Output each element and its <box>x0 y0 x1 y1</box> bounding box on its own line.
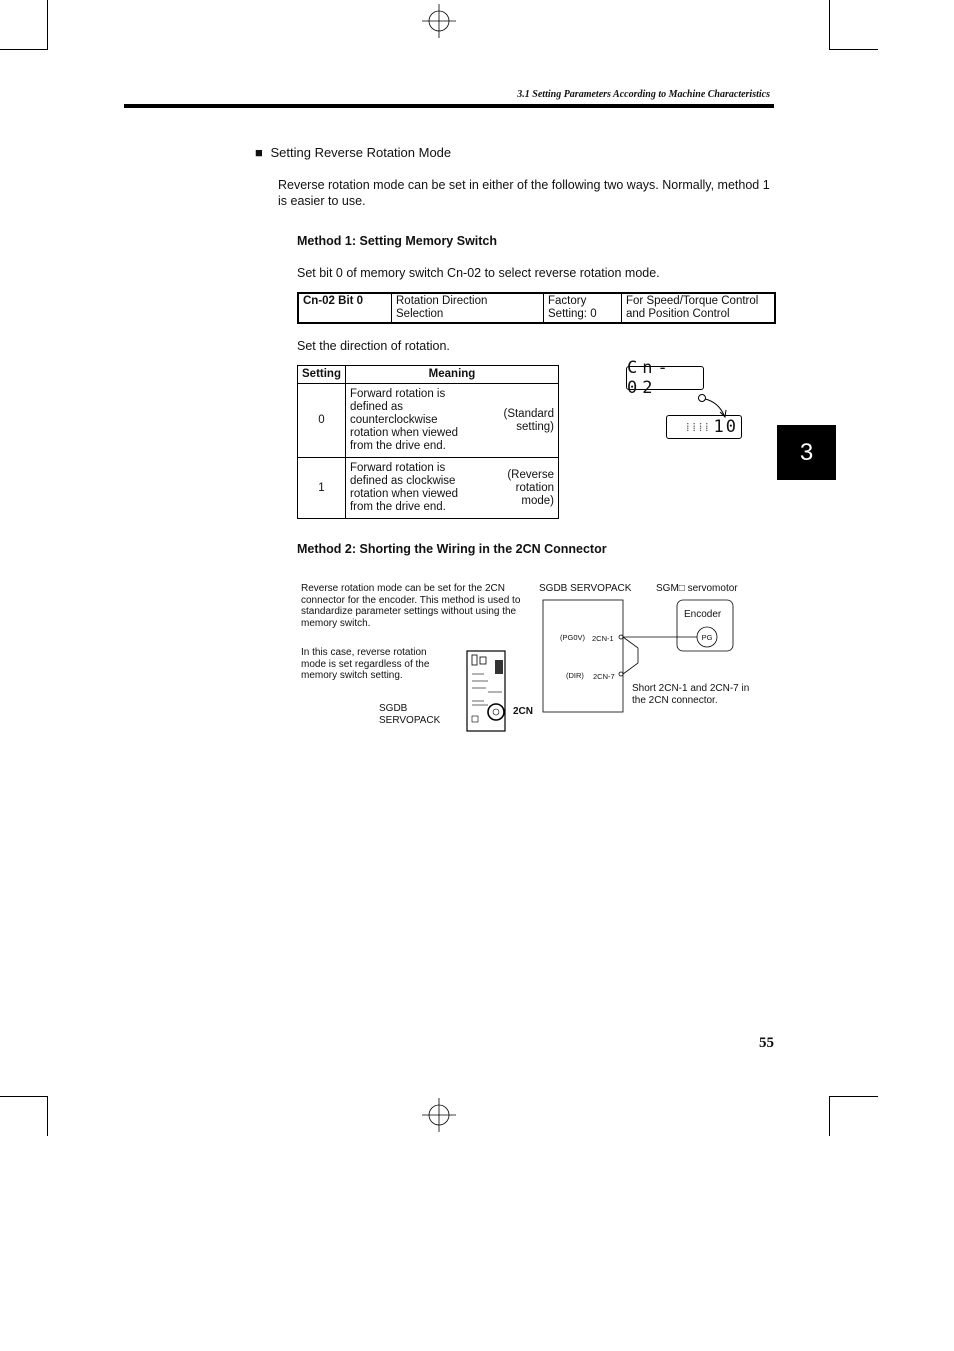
servopack-label: SGDB SERVOPACK <box>379 703 441 726</box>
method1-desc: Set bit 0 of memory switch Cn-02 to select reverse rotation mode. <box>297 266 660 280</box>
bullet-icon: ■ <box>255 145 263 160</box>
page-number: 55 <box>759 1035 774 1051</box>
setting-note: (Reverse rotation mode) <box>507 468 554 507</box>
setting-meaning: Forward rotation is defined as clockwise rotation when viewed from the drive end. <box>349 462 459 513</box>
col-setting: Setting <box>298 366 346 384</box>
table-row <box>298 293 775 323</box>
pin7-name: 2CN-7 <box>593 672 615 681</box>
pg-label: PG <box>701 633 713 642</box>
param-usage: For Speed/Torque Control and Position Control <box>626 295 759 320</box>
servopack-title: SGDB SERVOPACK <box>539 583 632 594</box>
crop-mark <box>829 1096 830 1136</box>
setting-meaning: Forward rotation is defined as counterclockwise rotation when viewed from the drive end. <box>349 388 459 452</box>
crop-mark <box>829 1096 878 1097</box>
param-factory: Factory Setting: 0 <box>544 293 622 323</box>
method1-title: Method 1: Setting Memory Switch <box>297 234 498 248</box>
col-meaning: Meaning <box>345 366 558 384</box>
method2-title: Method 2: Shorting the Wiring in the 2CN Connector <box>297 542 607 556</box>
parameter-table <box>297 292 776 324</box>
direction-label: Set the direction of rotation. <box>297 339 450 353</box>
param-display: Cn-02 <box>626 366 704 390</box>
running-header: 3.1 Setting Parameters According to Machine Characteristics <box>517 89 770 100</box>
chapter-tab: 3 <box>777 425 836 480</box>
crop-mark <box>0 49 48 50</box>
method2-desc2: In this case, reverse rotation mode is set regardless of the memory switch setting. <box>301 647 430 681</box>
header-rule <box>124 104 774 108</box>
servopack-unit-illustration <box>464 648 510 734</box>
table-row <box>298 458 559 519</box>
registration-mark-icon <box>420 4 458 38</box>
display-value: 10 <box>713 417 738 437</box>
setting-table <box>297 365 559 519</box>
crop-mark <box>829 0 830 50</box>
intro-paragraph: Reverse rotation mode can be set in either of the following two ways. Normally, method 1 is easier to use. <box>278 178 770 208</box>
short-note: Short 2CN-1 and 2CN-7 in the 2CN connector. <box>632 683 750 706</box>
display-dots: ⁞⁞⁞⁞ <box>686 419 712 434</box>
crop-mark <box>47 1096 48 1136</box>
setting-value: 0 <box>298 384 346 458</box>
registration-mark-icon <box>420 1098 458 1132</box>
param-name: Cn-02 Bit 0 <box>298 293 392 323</box>
crop-mark <box>47 0 48 50</box>
servomotor-title: SGM□ servomotor <box>656 583 738 594</box>
setting-value: 1 <box>298 458 346 519</box>
pin7-signal: (DIR) <box>566 671 584 680</box>
param-function: Rotation Direction Selection <box>392 293 544 323</box>
section-title: Setting Reverse Rotation Mode <box>270 145 452 160</box>
setting-note: (Standard setting) <box>503 407 554 433</box>
pin1-name: 2CN-1 <box>592 634 614 643</box>
pin1-signal: (PG0V) <box>560 633 586 642</box>
value-display <box>666 415 742 439</box>
encoder-label: Encoder <box>684 609 722 620</box>
crop-mark <box>829 49 878 50</box>
setting-meaning-cell <box>345 384 558 458</box>
section-heading <box>255 145 451 160</box>
connector-label: 2CN <box>513 706 534 717</box>
setting-meaning-cell <box>345 458 558 519</box>
table-header-row <box>298 366 559 384</box>
crop-mark <box>0 1096 48 1097</box>
method2-desc1: Reverse rotation mode can be set for the 2CN connector for the encoder. This method is used to standardize parameter settings without using the memory switch. <box>301 583 521 629</box>
table-row <box>298 384 559 458</box>
